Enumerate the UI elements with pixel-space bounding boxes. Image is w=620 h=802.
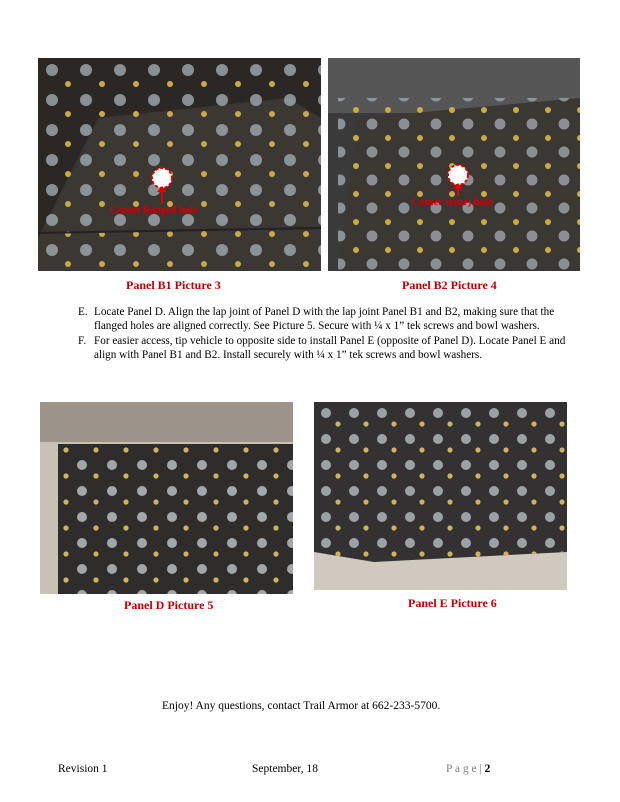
panel-d-image [40, 402, 293, 594]
step-text: For easier access, tip vehicle to opposite side to install Panel E (opposite of Panel D). Locate Panel E and align with Panel B1 and B2. Install securely with ¼ x 1” tek screws and bowl washers. [94, 335, 566, 361]
footer-date: September, 18 [252, 763, 318, 775]
panel-b1-image [38, 58, 321, 271]
footer-page [446, 763, 490, 775]
step-text: Locate Panel D. Align the lap joint of Panel D with the lap joint Panel B1 and B2, making sure that the flanged holes are aligned correctly. See Picture 5. Secure with ¼ x 1” tek screws and bowl washers. [94, 306, 555, 332]
panel-b1-photo [38, 58, 321, 271]
panel-d-caption: Panel D Picture 5 [124, 598, 214, 612]
panel-b2-image [328, 58, 580, 271]
page-number: 2 [484, 763, 491, 775]
step-e [78, 306, 578, 333]
center-flanged-hole-label: Center flanged hole [110, 205, 198, 216]
panel-e-photo [314, 402, 567, 590]
panel-b2-photo [328, 58, 580, 271]
step-f [78, 335, 578, 362]
instruction-list [78, 306, 578, 364]
panel-b1-caption: Panel B1 Picture 3 [126, 278, 221, 292]
panel-b2-caption: Panel B2 Picture 4 [402, 278, 497, 292]
panel-d-photo [40, 402, 293, 594]
closing-text: Enjoy! Any questions, contact Trail Armor at 662-233-5700. [162, 700, 441, 712]
panel-e-image [314, 402, 567, 590]
footer-revision: Revision 1 [58, 763, 108, 775]
center-rear-hole-label: Center (rear) hole [412, 197, 493, 208]
panel-e-caption: Panel E Picture 6 [408, 596, 497, 610]
step-marker: E. [78, 306, 88, 318]
step-marker: F. [78, 335, 87, 347]
page-label: P a g e | [446, 763, 482, 775]
